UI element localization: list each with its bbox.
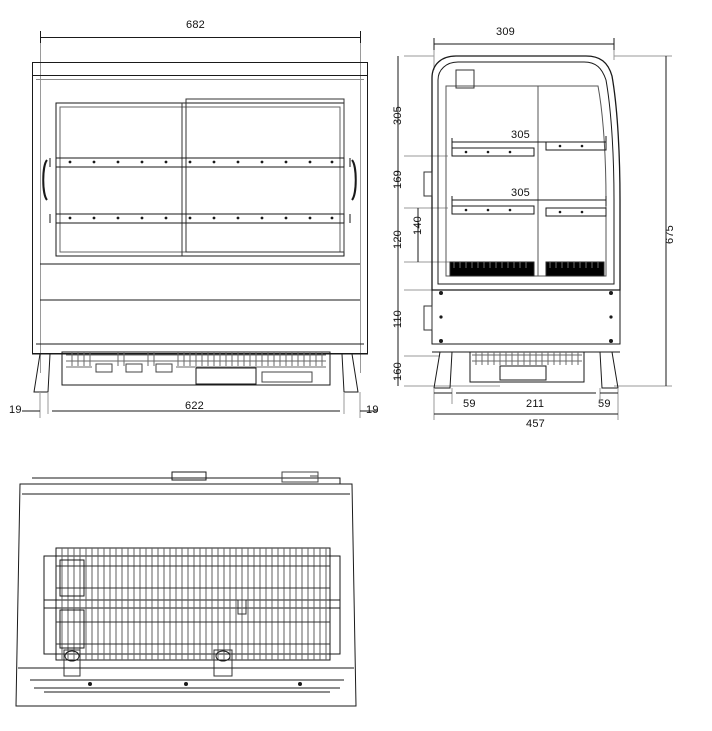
dim-160: 110 (392, 310, 404, 329)
dim-65: 160 (392, 362, 404, 381)
dim-305-lower: 305 (511, 187, 530, 199)
dim-682: 682 (186, 19, 205, 31)
dim-59-front: 59 (463, 398, 476, 410)
dim-59-rear: 59 (598, 398, 611, 410)
dim-140: 120 (392, 230, 404, 249)
dim-622: 622 (185, 400, 204, 412)
dim-19-left: 19 (9, 404, 22, 416)
dim-309: 309 (496, 26, 515, 38)
dim-110: 140 (412, 216, 424, 235)
dim-120: 169 (392, 170, 404, 189)
dim-457: 457 (526, 418, 545, 430)
dim-19-right: 19 (366, 404, 379, 416)
dim-211: 211 (526, 398, 545, 410)
dim-675: 675 (664, 225, 676, 244)
dim-305-upper: 305 (511, 129, 530, 141)
dim-169: 305 (392, 106, 404, 125)
